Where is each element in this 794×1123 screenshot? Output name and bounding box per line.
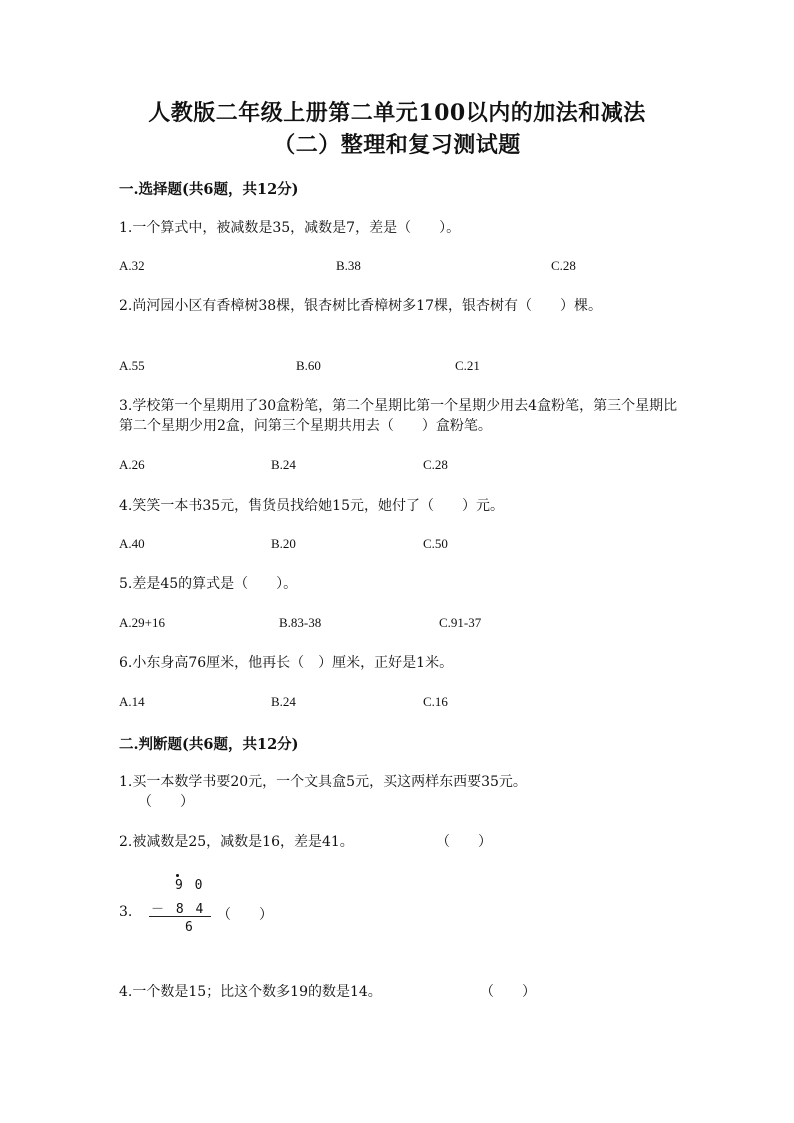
q2-option-c: C.21 xyxy=(455,358,480,373)
q2-option-a: A.55 xyxy=(119,358,145,373)
q6-option-c: C.16 xyxy=(423,694,448,709)
q3-option-c: C.28 xyxy=(423,457,448,472)
question-3: 3.学校第一个星期用了30盒粉笔，第二个星期比第一个星期少用去4盒粉笔，第三个星期比第二个星期少用2盒，问第三个星期共用去（ ）盒粉笔。 xyxy=(119,398,678,434)
q5-option-c: C.91-37 xyxy=(439,615,482,630)
title-line-2: （二）整理和复习测试题 xyxy=(273,132,521,158)
q4-option-c: C.50 xyxy=(423,536,448,551)
subtrahend: － 8 4 xyxy=(151,902,206,917)
section-1-heading: 一.选择题(共6题，共12分) xyxy=(119,181,299,198)
q4-option-b: B.20 xyxy=(271,536,296,551)
q3-option-a: A.26 xyxy=(119,457,145,472)
q1-option-b: B.38 xyxy=(336,258,361,273)
sum-line xyxy=(149,916,211,917)
question-1: 1.一个算式中，被减数是35，减数是7，差是（ ）。 xyxy=(119,220,461,236)
q5-option-b: B.83-38 xyxy=(279,615,322,630)
judge-4-bracket: （ ） xyxy=(480,984,536,1000)
section-2-heading: 二.判断题(共6题，共12分) xyxy=(119,736,299,753)
question-5: 5.差是45的算式是（ ）。 xyxy=(119,576,298,592)
q6-option-b: B.24 xyxy=(271,694,296,709)
minuend: 9 0 xyxy=(175,878,205,893)
difference: 6 xyxy=(185,920,195,935)
judge-question-2: 2.被减数是25，减数是16，差是41。 xyxy=(119,834,354,850)
q5-option-a: A.29+16 xyxy=(119,615,165,630)
q4-option-a: A.40 xyxy=(119,536,145,551)
vertical-subtraction xyxy=(119,874,419,944)
borrow-dot xyxy=(176,874,179,877)
question-6: 6.小东身高76厘米，他再长（ ）厘米，正好是1米。 xyxy=(119,655,454,671)
judge-2-bracket: （ ） xyxy=(436,834,492,850)
judge-3-bracket: （ ） xyxy=(217,907,273,923)
q6-option-a: A.14 xyxy=(119,694,145,709)
judge-question-1: 1.买一本数学书要20元，一个文具盒5元，买这两样东西要35元。 xyxy=(119,774,527,790)
question-2: 2.尚河园小区有香樟树38棵，银杏树比香樟树多17棵，银杏树有（ ）棵。 xyxy=(119,298,602,314)
q1-option-c: C.28 xyxy=(551,258,576,273)
q3-option-b: B.24 xyxy=(271,457,296,472)
title-line-1: 人教版二年级上册第二单元100以内的加法和减法 xyxy=(148,100,646,126)
judge-3-label: 3. xyxy=(119,904,133,920)
q2-option-b: B.60 xyxy=(296,358,321,373)
judge-question-4: 4.一个数是15；比这个数多19的数是14。 xyxy=(119,984,382,1000)
question-4: 4.笑笑一本书35元，售货员找给她15元，她付了（ ）元。 xyxy=(119,498,504,514)
judge-1-bracket: （ ） xyxy=(138,794,194,810)
q1-option-a: A.32 xyxy=(119,258,145,273)
